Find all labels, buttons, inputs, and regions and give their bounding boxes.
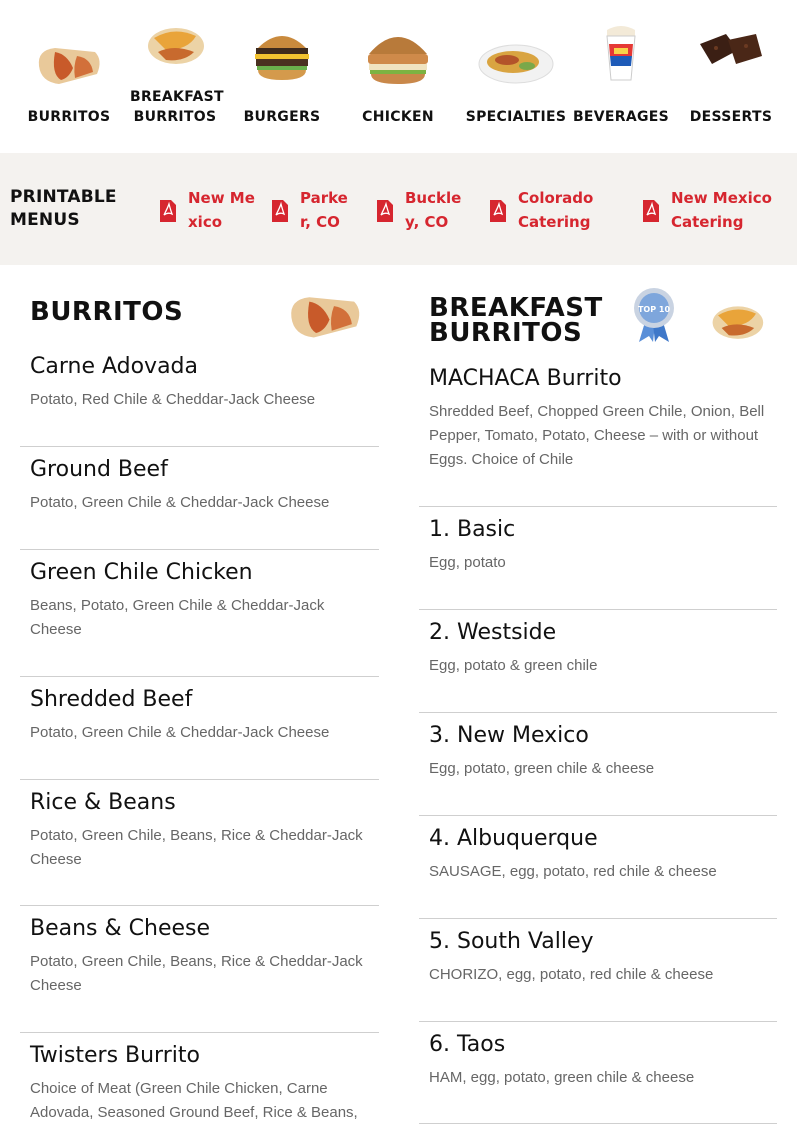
burger-icon [250, 26, 314, 84]
section-title-breakfast-burritos: BREAKFAST BURRITOS [429, 293, 603, 348]
divider [20, 446, 379, 447]
beverage-cup-icon [601, 22, 641, 84]
item-name: Carne Adovada [30, 354, 199, 379]
item-name: 5. South Valley [429, 929, 594, 954]
item-name: 4. Albuquerque [429, 826, 598, 851]
menu-item [429, 517, 769, 575]
award-ribbon-icon [633, 286, 675, 342]
category-breakfast-burritos[interactable] [130, 0, 224, 153]
divider [419, 712, 777, 713]
specialty-plate-icon [477, 38, 555, 86]
pdf-link-label: Parker, CO [300, 189, 348, 231]
breakfast-burrito-icon [144, 16, 206, 68]
item-description: Potato, Red Chile & Cheddar-Jack Cheese [30, 391, 316, 408]
menu-item [30, 916, 370, 998]
menu-item [30, 354, 370, 412]
item-name: Green Chile Chicken [30, 560, 253, 585]
item-name: 6. Taos [429, 1032, 506, 1057]
item-name: 3. New Mexico [429, 723, 589, 748]
category-burritos[interactable] [20, 0, 118, 153]
divider [419, 815, 777, 816]
divider [419, 918, 777, 919]
category-label: CHICKEN [362, 109, 434, 125]
item-description: CHORIZO, egg, potato, red chile & cheese [429, 966, 714, 983]
divider [419, 506, 777, 507]
item-description: Beans, Potato, Green Chile & Cheddar-Jack Cheese [30, 597, 325, 638]
item-description: Potato, Green Chile & Cheddar-Jack Cheese [30, 724, 330, 741]
category-chicken[interactable] [354, 0, 442, 153]
item-description: Shredded Beef, Chopped Green Chile, Onion, Bell Pepper, Tomato, Potato, Cheese – with or without Eggs. Choice of Chile [429, 403, 765, 468]
item-name: Shredded Beef [30, 687, 193, 712]
divider [20, 676, 379, 677]
pdf-icon [272, 200, 288, 222]
menu-item [30, 457, 370, 515]
item-description: Egg, potato & green chile [429, 657, 598, 674]
pdf-link-colorado-catering[interactable] [490, 186, 620, 236]
category-label: DESSERTS [689, 109, 773, 125]
item-description: Potato, Green Chile, Beans, Rice & Cheddar-Jack Cheese [30, 953, 363, 994]
item-name: 1. Basic [429, 517, 516, 542]
menu-item [429, 826, 769, 884]
divider [20, 549, 379, 550]
divider [20, 1032, 379, 1033]
item-description: Potato, Green Chile, Beans, Rice & Cheddar-Jack Cheese [30, 827, 363, 868]
menu-item [429, 620, 769, 678]
category-label: BREAKFAST BURRITOS [130, 89, 224, 125]
item-description: Egg, potato [429, 554, 506, 571]
divider [20, 905, 379, 906]
pdf-icon [490, 200, 506, 222]
category-desserts[interactable] [686, 0, 776, 153]
breakfast-burrito-icon [709, 294, 765, 344]
pdf-link-label: New Mexico Catering [671, 189, 772, 231]
pdf-link-label: Buckley, CO [405, 189, 462, 231]
divider [419, 1123, 777, 1124]
menu-item [429, 366, 769, 472]
item-description: Choice of Meat (Green Chile Chicken, Carne Adovada, Seasoned Ground Beef, Rice & Beans, [30, 1080, 358, 1121]
category-beverages[interactable] [572, 0, 670, 153]
menu-item [429, 929, 769, 987]
pdf-icon [160, 200, 176, 222]
brownie-icon [698, 30, 764, 74]
pdf-icon [643, 200, 659, 222]
menu-item [30, 1043, 370, 1125]
category-label: BURGERS [243, 109, 321, 125]
menu-item [30, 560, 370, 642]
pdf-link-new-mexico[interactable] [160, 186, 260, 236]
menu-item [30, 687, 370, 745]
category-label: SPECIALTIES [465, 109, 567, 125]
menu-item [429, 1032, 769, 1090]
pdf-icon [377, 200, 393, 222]
award-badge-text: TOP 10 [637, 305, 671, 314]
item-description: HAM, egg, potato, green chile & cheese [429, 1069, 695, 1086]
chicken-sandwich-icon [363, 24, 433, 90]
pdf-link-new-mexico-catering[interactable] [643, 186, 793, 236]
divider [20, 779, 379, 780]
category-specialties[interactable] [462, 0, 570, 153]
category-label: BURRITOS [27, 109, 111, 125]
menu-item [429, 723, 769, 781]
item-description: Potato, Green Chile & Cheddar-Jack Cheese [30, 494, 330, 511]
menu-item [30, 790, 370, 872]
divider [419, 1021, 777, 1022]
pdf-link-label: New Mexico [188, 189, 255, 231]
pdf-link-parker[interactable] [272, 186, 362, 236]
category-nav [0, 0, 797, 153]
item-name: 2. Westside [429, 620, 557, 645]
printable-menus-title: PRINTABLE MENUS [10, 187, 117, 230]
item-name: Twisters Burrito [30, 1043, 200, 1068]
burrito-icon [33, 38, 105, 88]
item-name: Rice & Beans [30, 790, 176, 815]
pdf-link-label: Colorado Catering [518, 189, 594, 231]
divider [419, 609, 777, 610]
item-name: MACHACA Burrito [429, 366, 622, 391]
item-description: SAUSAGE, egg, potato, red chile & cheese [429, 863, 717, 880]
section-title-burritos: BURRITOS [30, 297, 184, 327]
pdf-link-buckley[interactable] [377, 186, 477, 236]
category-label: BEVERAGES [572, 109, 670, 125]
burrito-icon [283, 286, 367, 342]
item-name: Ground Beef [30, 457, 168, 482]
category-burgers[interactable] [240, 0, 324, 153]
item-description: Egg, potato, green chile & cheese [429, 760, 655, 777]
item-name: Beans & Cheese [30, 916, 211, 941]
